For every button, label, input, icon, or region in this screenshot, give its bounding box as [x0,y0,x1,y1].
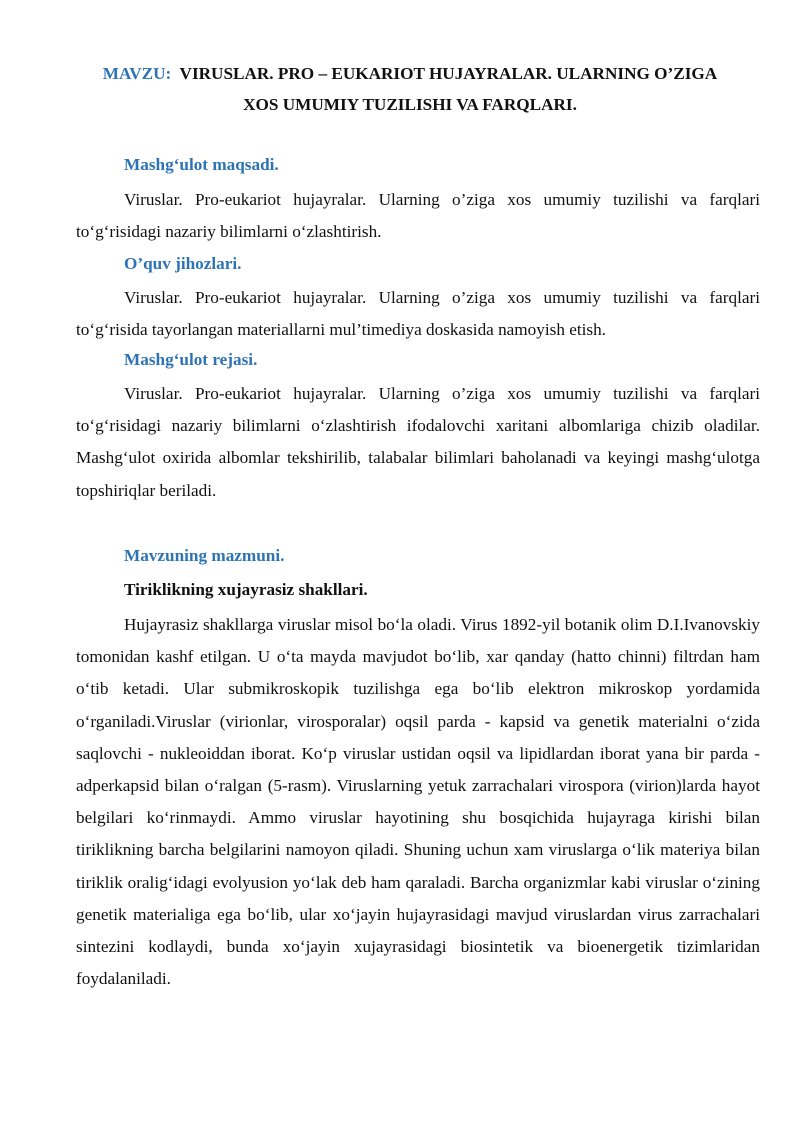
plan-paragraph: Viruslar. Pro-eukariot hujayralar. Ularning o’ziga xos umumiy tuzilishi va farqlari to‘g‘risidagi nazariy bilimlarni o‘zlashtirish ifodalovchi xaritani albomlariga chizib oladilar. Mashg‘ulot oxirida albomlar tekshirilib, talabalar bilimlari baholanadi va keyingi mashg‘ulotga topshiriqlar beriladi. [76,384,760,500]
document-title [60,58,760,120]
goal-heading: Mashg‘ulot maqsadi. [124,155,279,174]
title-line-1 [60,58,760,89]
equipment-paragraph: Viruslar. Pro-eukariot hujayralar. Ularning o’ziga xos umumiy tuzilishi va farqlari to‘g‘risida tayorlangan materiallarni mul’timediya doskasida namoyish etish. [76,288,760,340]
content-heading: Mavzuning mazmuni. [124,546,285,565]
content-paragraph: Hujayrasiz shakllarga viruslar misol bo‘la oladi. Virus 1892-yil botanik olim D.I.Ivanovskiy tomonidan kashf etilgan. U o‘ta mayda mavjudot bo‘lib, xar qanday (hatto chinni) filtrdan ham o‘tib ketadi. Ular submikroskopik tuzilishga ega bo‘lib elektron mikroskop yordamida o‘rganiladi.Viruslar (virionlar, virosporalar) oqsil parda - kapsid va genetik materialni o‘zida saqlovchi - nukleoiddan iborat. Ko‘p viruslar ustidan oqsil va lipidlardan iborat yana bir parda - adperkapsid bilan o‘ralgan (5-rasm). Viruslarning yetuk zarrachalari virospora (virion)larda hayot belgilari ko‘rinmaydi. Ammo viruslar hayotining shu bosqichida hujayraga kirishi bilan tiriklikning barcha belgilarini namoyon qiladi. Shuning uchun xam viruslarga o‘lik materiya bilan tiriklik oralig‘idagi evolyusion yo‘lak deb ham qaraladi. Barcha organizmlar kabi viruslar o‘zining genetik materialiga ega bo‘lib, ular xo‘jayin hujayrasidagi mavjud viruslardan virus zarrachalari sintezini kodlaydi, bunda xo‘jayin xujayrasidagi biosintetik va bioenergetik tizimlaridan foydalaniladi. [76,615,760,989]
goal-paragraph: Viruslar. Pro-eukariot hujayralar. Ularning o’ziga xos umumiy tuzilishi va farqlari to‘g‘risidagi nazariy bilimlarni o‘zlashtirish. [76,190,760,242]
title-label: MAVZU: [102,64,172,83]
title-text-line-1: VIRUSLAR. PRO – EUKARIOT HUJAYRALAR. ULARNING O’ZIGA [179,64,718,83]
title-text-line-2: XOS UMUMIY TUZILISHI VA FARQLARI. [243,95,577,114]
equipment-heading: O’quv jihozlari. [124,254,242,273]
plan-heading: Mashg‘ulot rejasi. [124,350,258,369]
content-subheading: Tiriklikning xujayrasiz shakllari. [124,580,368,599]
